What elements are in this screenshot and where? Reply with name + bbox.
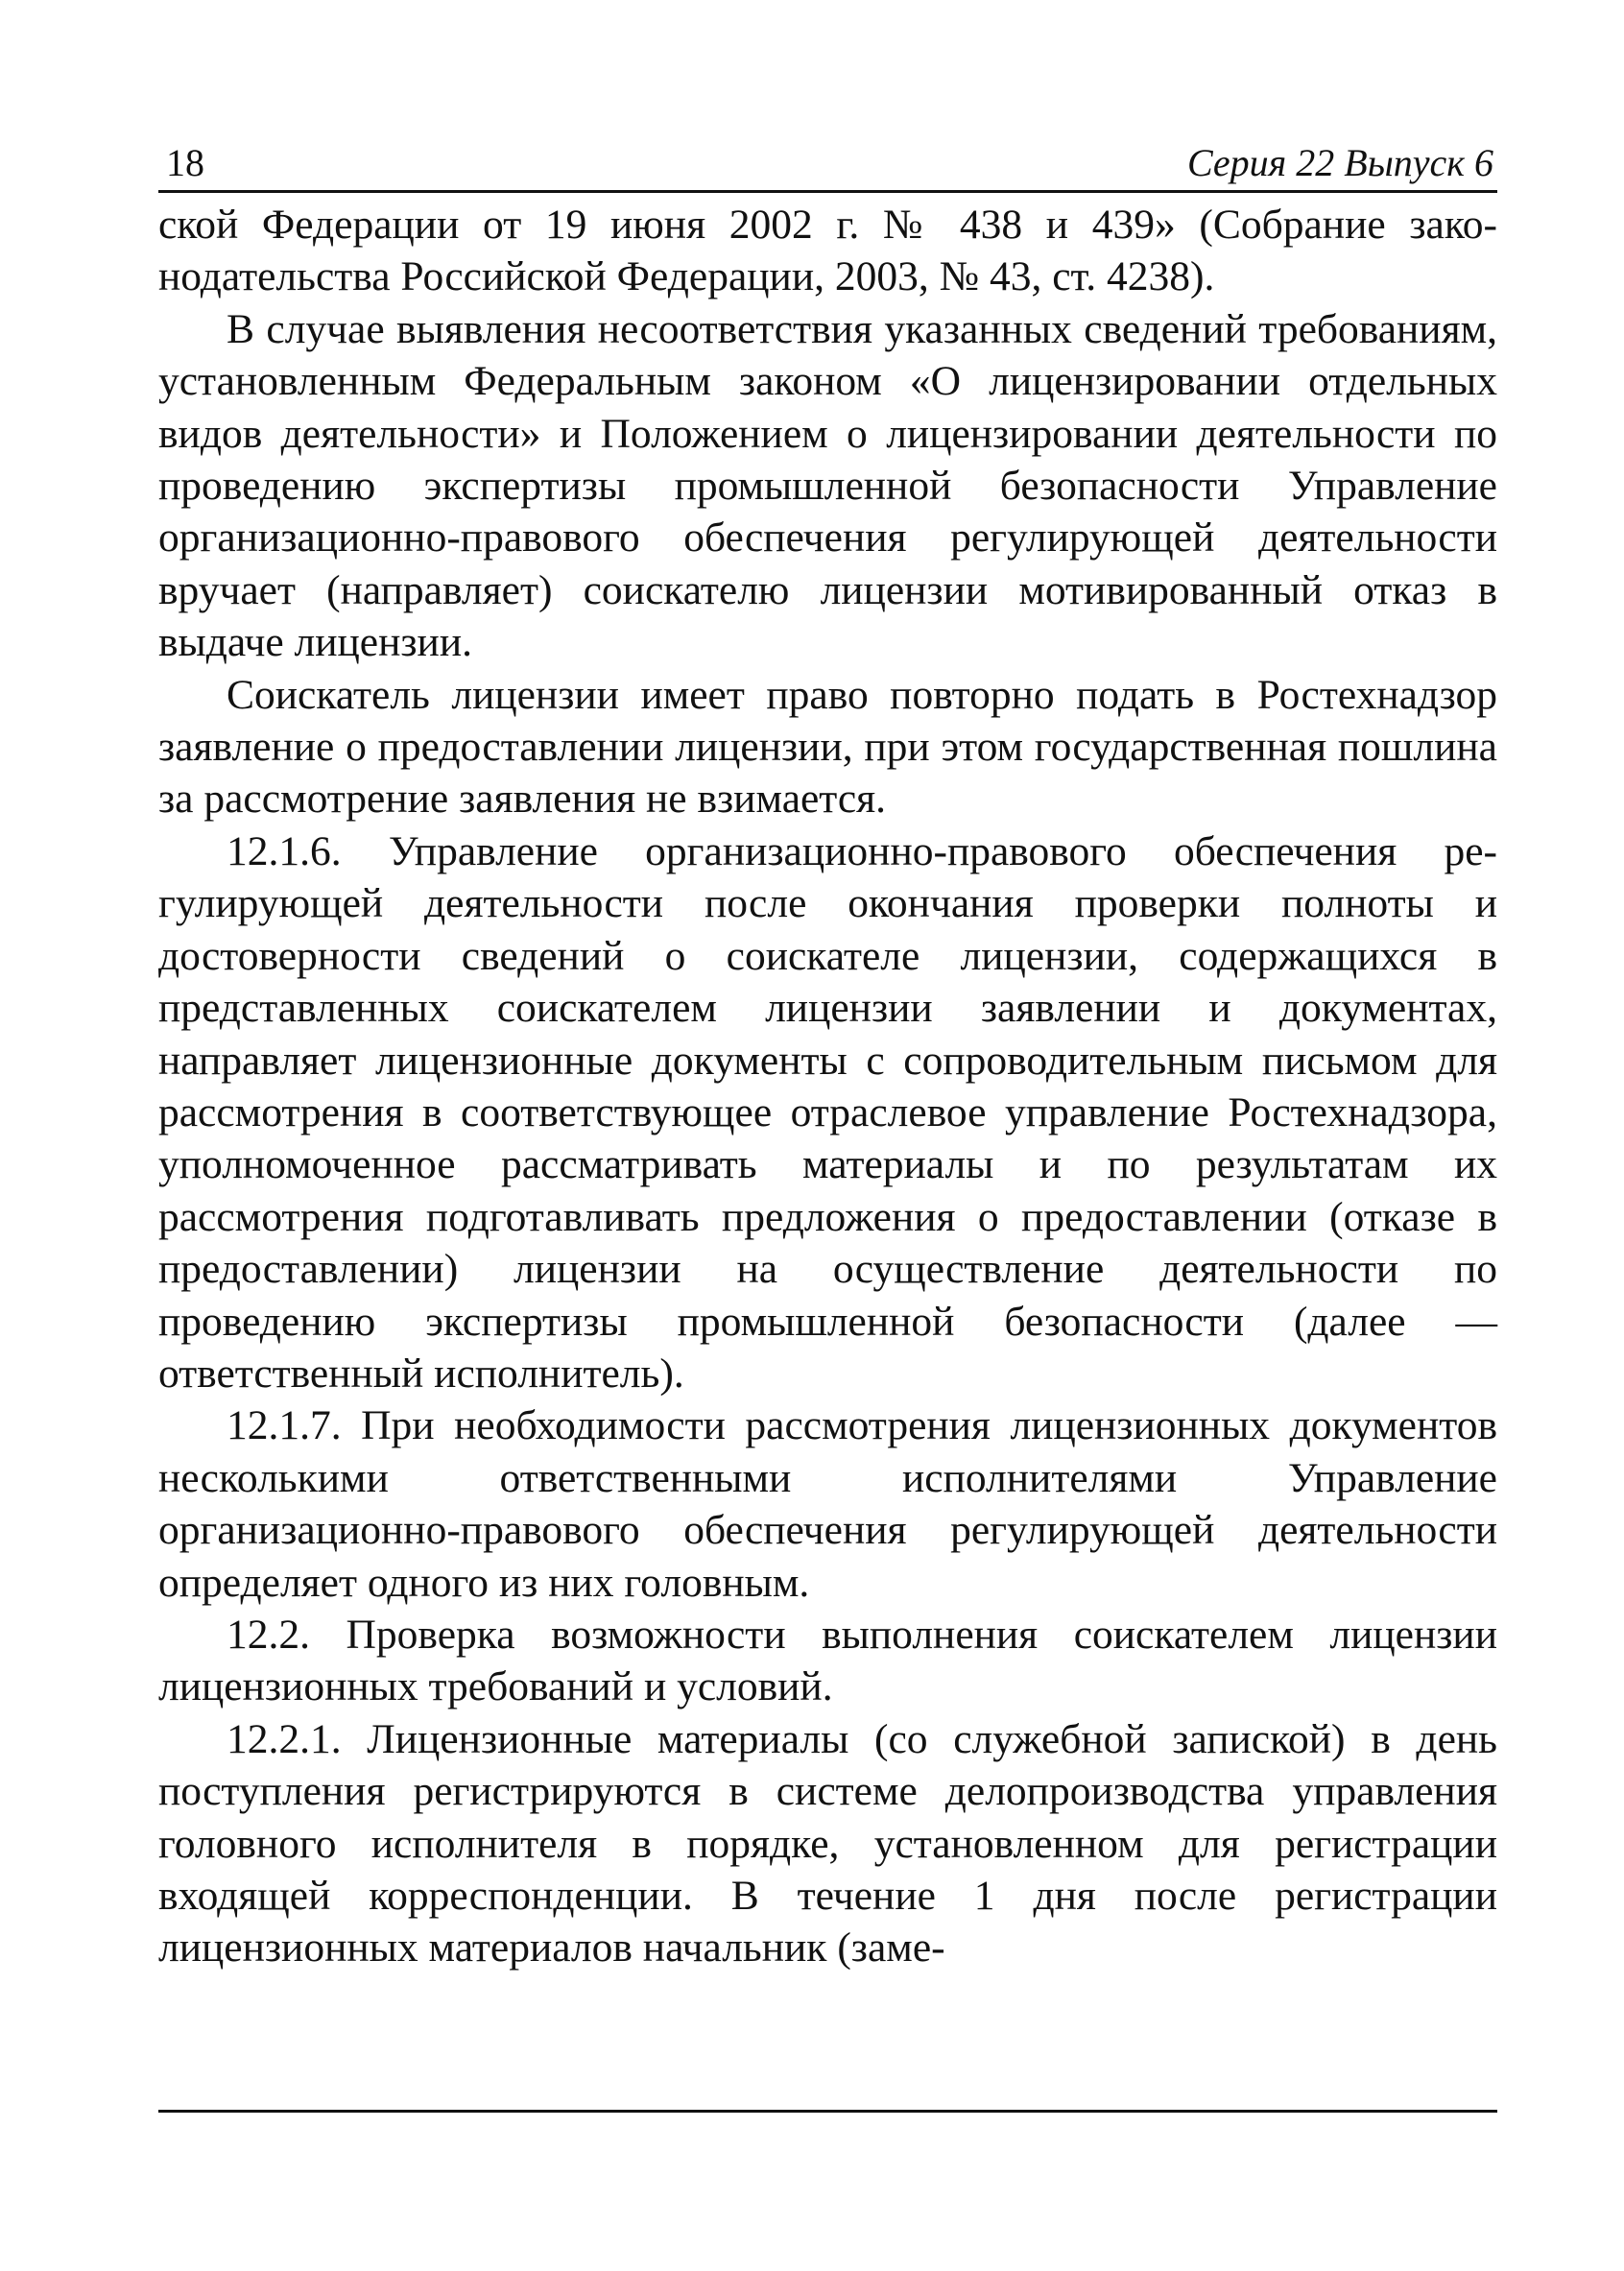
page-body <box>158 199 1497 1974</box>
paragraph-12-2-1: 12.2.1. Лицензионные материалы (со служебной запиской) в день поступления регистрируются в системе делопроизводства управления головного исполнителя в порядке, установленном для регистрации входящей корреспонденции. В течение 1 дня после регистрации лицензионных материалов начальник (заме- <box>158 1715 1497 1972</box>
paragraph-refusal: В случае выявления несоответствия указанных сведений требованиям, установленным Федеральным законом «О лицензировании отдельных видов деятельности» и Положением о лицензировании деятельности по проведению экспертизы промышленной безопасности Управление организационно-правового обеспечения регулирующей деятельности вручает (направляет) соискателю лицензии мотивированный отказ в выдаче лицензии. <box>158 305 1497 666</box>
book-page <box>158 141 1497 2121</box>
paragraph-12-1-6: 12.1.6. Управление организационно-правового обеспечения регулирующей деятельности после окончания проверки полноты и достоверности сведений о соискателе лицензии, содержащихся в представленных соискателем лицензии заявлении и документах, направляет лицензионные документы с сопроводительным письмом для рассмотрения в соответствующее отраслевое управление Ростехнадзора, уполномоченное рассматривать материалы и по результатам их рассмотрения подготавливать предложения о предоставлении (отказе в предоставлении) лицензии на осуществление деятельности по проведению экспертизы промышленной безопасности (далее — ответственный исполнитель). <box>158 827 1497 1397</box>
paragraph-continued: ской Федерации от 19 июня 2002 г. № 438 и 439» (Собрание законодательства Российской Федерации, 2003, № 43, ст. 4238). <box>158 202 1497 300</box>
running-header <box>158 141 1497 193</box>
bottom-rule <box>158 2110 1497 2113</box>
series-title: Серия 22 Выпуск 6 <box>1186 141 1493 184</box>
paragraph-reapply: Соискатель лицензии имеет право повторно подать в Ростехнадзор заявление о предоставлении лицензии, при этом государственная пошлина за рассмотрение заявления не взимается. <box>158 671 1497 823</box>
page-number: 18 <box>166 141 204 184</box>
paragraph-12-2: 12.2. Проверка возможности выполнения соискателем лицензии лицензионных требований и условий. <box>158 1611 1497 1710</box>
paragraph-12-1-7: 12.1.7. При необходимости рассмотрения лицензионных документов несколькими ответственными исполнителями Управление организационно-правового обеспечения регулирующей деятельности определяет одного из них головным. <box>158 1402 1497 1606</box>
